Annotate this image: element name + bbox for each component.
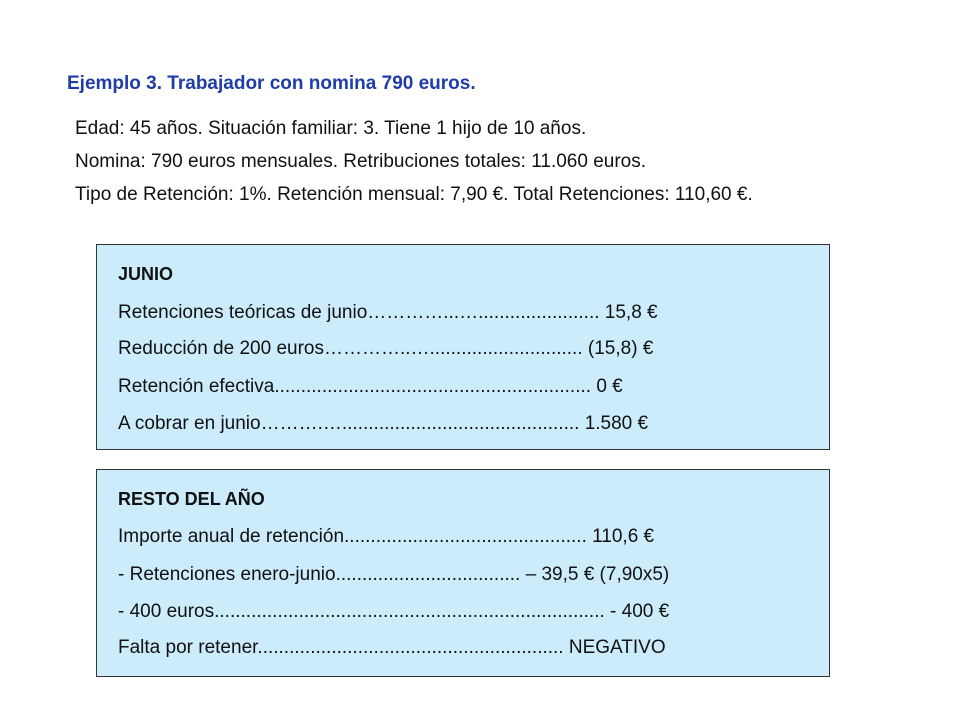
resto-box bbox=[96, 469, 830, 677]
junio-line-retencion-efectiva: Retención efectiva............................................................ 0 € bbox=[118, 376, 623, 397]
junio-line-retenciones-teoricas: Retenciones teóricas de junio…………...…....................... 15,8 € bbox=[118, 302, 658, 323]
resto-line-importe-anual: Importe anual de retención.............................................. 110,6 € bbox=[118, 526, 655, 547]
junio-box bbox=[96, 244, 830, 450]
page-title: Ejemplo 3. Trabajador con nomina 790 euros. bbox=[67, 73, 476, 94]
resto-line-retenciones-enero-junio: - Retenciones enero-junio................................... – 39,5 € (7,90x5) bbox=[118, 564, 670, 585]
junio-line-reduccion: Reducción de 200 euros…………..…............................. (15,8) € bbox=[118, 338, 654, 359]
intro-line-age: Edad: 45 años. Situación familiar: 3. Tiene 1 hijo de 10 años. bbox=[75, 118, 587, 139]
resto-line-falta-por-retener: Falta por retener.......................................................... NEGATIVO bbox=[118, 637, 666, 658]
resto-line-400-euros: - 400 euros.......................................................................... - 400 € bbox=[118, 601, 670, 622]
junio-line-a-cobrar: A cobrar en junio……….…............................................. 1.580 € bbox=[118, 413, 649, 434]
resto-heading: RESTO DEL AÑO bbox=[118, 489, 265, 509]
junio-heading: JUNIO bbox=[118, 264, 174, 284]
intro-line-nomina: Nomina: 790 euros mensuales. Retribuciones totales: 11.060 euros. bbox=[75, 151, 647, 172]
intro-line-retencion: Tipo de Retención: 1%. Retención mensual: 7,90 €. Total Retenciones: 110,60 €. bbox=[75, 184, 753, 205]
